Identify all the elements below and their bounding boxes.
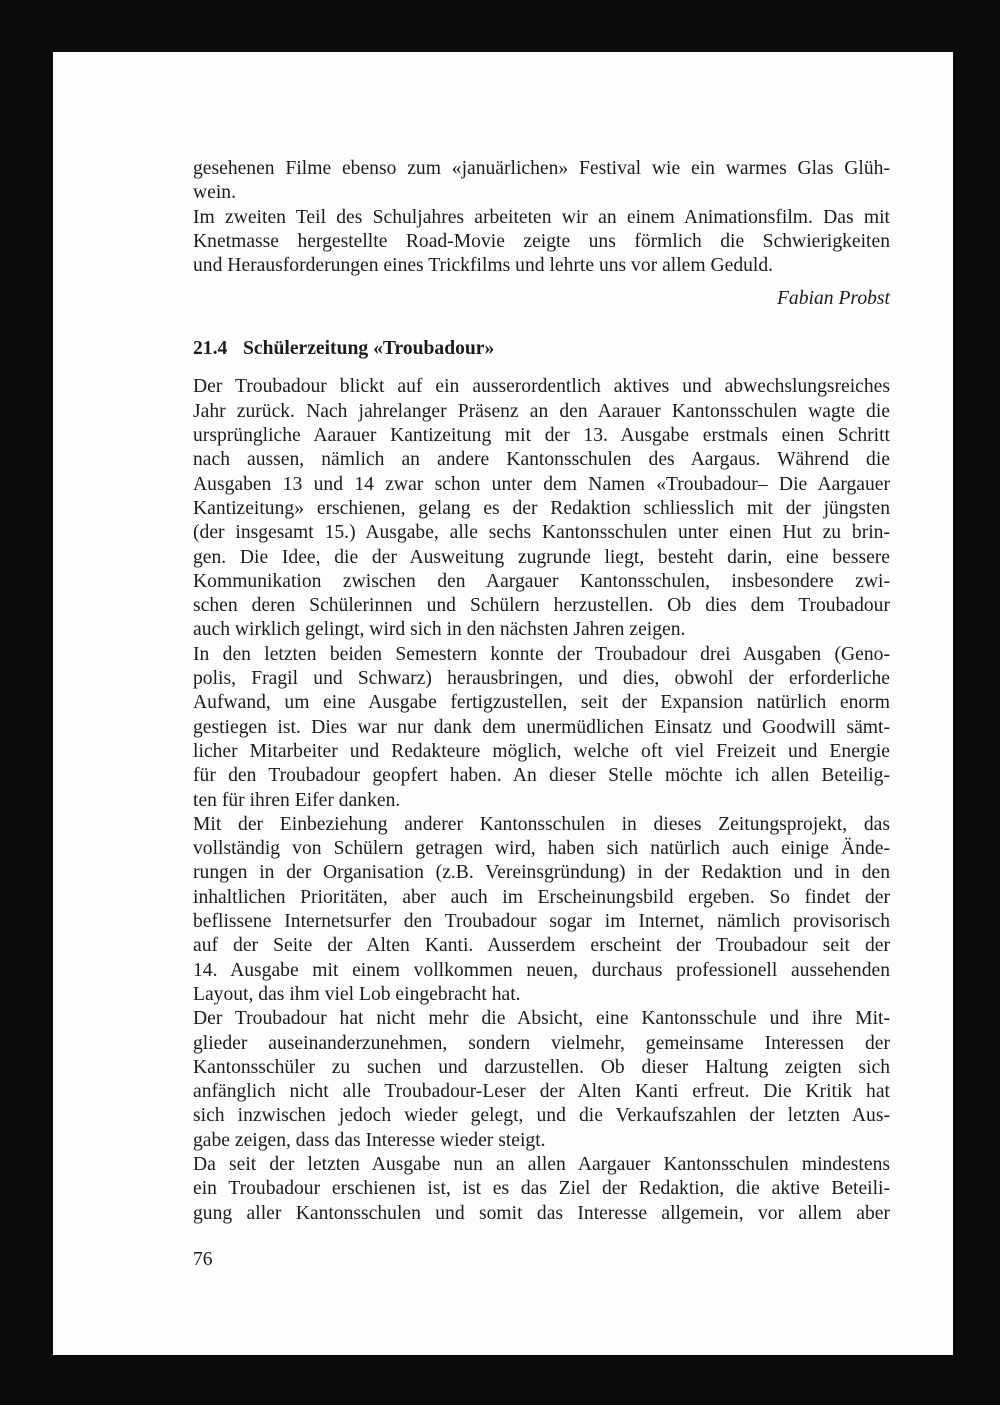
text-line: ein Troubadour erschienen ist, ist es das Ziel der Redaktion, die aktive Beteili- [193,1178,890,1200]
text-line: Da seit der letzten Ausgabe nun an allen Aargauer Kantonsschulen mindestens [193,1153,890,1175]
text-line: für den Troubadour geopfert haben. An dieser Stelle möchte ich allen Beteilig- [193,765,890,787]
text-line: ten für ihren Eifer danken. [193,789,401,811]
text-line: gen. Die Idee, die der Ausweitung zugrunde liegt, besteht darin, eine bessere [193,546,890,568]
text-line: Mit der Einbeziehung anderer Kantonsschulen in dieses Zeitungsprojekt, das [193,813,890,835]
text-line: schen deren Schülerinnen und Schülern herzustellen. Ob dies dem Troubadour [193,595,890,617]
text-line: Der Troubadour hat nicht mehr die Absicht, eine Kantonsschule und ihre Mit- [193,1008,890,1030]
section-paragraph-2 [193,643,890,813]
intro-paragraph [193,157,890,278]
text-line: (der insgesamt 15.) Ausgabe, alle sechs Kantonsschulen unter einen Hut zu brin- [193,522,890,544]
text-line: nach aussen, nämlich an andere Kantonsschulen des Aargaus. Während die [193,449,890,471]
section-number: 21.4 [193,338,228,360]
text-line: wein. [193,182,236,204]
text-line: Layout, das ihm viel Lob eingebracht hat. [193,983,521,1005]
page-content [193,157,890,1226]
section-paragraph-1 [193,375,890,642]
page-number: 76 [193,1249,213,1270]
text-line: Knetmasse hergestellte Road-Movie zeigte uns förmlich die Schwierigkeiten [193,230,890,252]
text-line: beflissene Internetsurfer den Troubadour sogar im Internet, nämlich provisorisch [193,911,890,933]
text-line: anfänglich nicht alle Troubadour-Leser der Alten Kanti erfreut. Die Kritik hat [193,1081,890,1103]
section-heading [193,337,890,361]
text-line: In den letzten beiden Semestern konnte der Troubadour drei Ausgaben (Geno- [193,643,890,665]
text-line: gabe zeigen, dass das Interesse wieder steigt. [193,1129,546,1151]
document-page [53,52,953,1355]
text-line: und Herausforderungen eines Trickfilms und lehrte uns vor allem Geduld. [193,255,774,277]
text-line: Aufwand, um eine Ausgabe fertigzustellen, seit der Expansion natürlich enorm [193,692,890,714]
section-paragraph-4 [193,1007,890,1153]
section-paragraph-3 [193,813,890,1007]
text-line: gestiegen ist. Dies war nur dank dem unermüdlichen Einsatz und Goodwill sämt- [193,716,890,738]
text-line: glieder auseinanderzunehmen, sondern vielmehr, gemeinsame Interessen der [193,1032,890,1054]
text-line: 14. Ausgabe mit einem vollkommen neuen, durchaus professionell aussehenden [193,959,890,981]
text-line: Der Troubadour blickt auf ein ausserordentlich aktives und abwechslungsreiches [193,376,890,398]
text-line: gesehenen Filme ebenso zum «januärlichen» Festival wie ein warmes Glas Glüh- [193,158,890,179]
section-title: Schülerzeitung «Troubadour» [243,338,495,360]
text-line: Jahr zurück. Nach jahrelanger Präsenz an den Aarauer Kantonsschulen wagte die [193,400,890,422]
author-signature: Fabian Probst [776,288,890,310]
text-line: inhaltlichen Prioritäten, aber auch im Erscheinungsbild ergeben. So findet der [193,886,890,908]
section-paragraph-5 [193,1153,890,1226]
text-line: Kantizeitung» erschienen, gelang es der Redaktion schliesslich mit der jüngsten [193,497,890,519]
text-line: auf der Seite der Alten Kanti. Ausserdem erscheint der Troubadour seit der [193,935,890,957]
text-line: gung aller Kantonsschulen und somit das Interesse allgemein, vor allem aber [193,1202,890,1224]
text-line: vollständig von Schülern getragen wird, haben sich natürlich auch einige Ände- [193,838,890,860]
text-line: sich inzwischen jedoch wieder gelegt, und die Verkaufszahlen der letzten Aus- [193,1105,890,1127]
text-line: auch wirklich gelingt, wird sich in den nächsten Jahren zeigen. [193,619,686,641]
text-line: rungen in der Organisation (z.B. Vereinsgründung) in der Redaktion und in den [193,862,890,884]
text-line: polis, Fragil und Schwarz) herausbringen, und dies, obwohl der erforderliche [193,668,890,690]
text-line: Kantonsschüler zu suchen und darzustellen. Ob dieser Haltung zeigten sich [193,1056,890,1078]
text-line: licher Mitarbeiter und Redakteure möglich, welche oft viel Freizeit und Energie [193,740,890,762]
text-line: Kommunikation zwischen den Aargauer Kantonsschulen, insbesondere zwi- [193,570,890,592]
text-line: ursprüngliche Aarauer Kantizeitung mit der 13. Ausgabe erstmals einen Schritt [193,425,890,447]
text-line: Ausgaben 13 und 14 zwar schon unter dem Namen «Troubadour– Die Aargauer [193,473,890,495]
text-line: Im zweiten Teil des Schuljahres arbeiteten wir an einem Animationsfilm. Das mit [193,206,890,228]
